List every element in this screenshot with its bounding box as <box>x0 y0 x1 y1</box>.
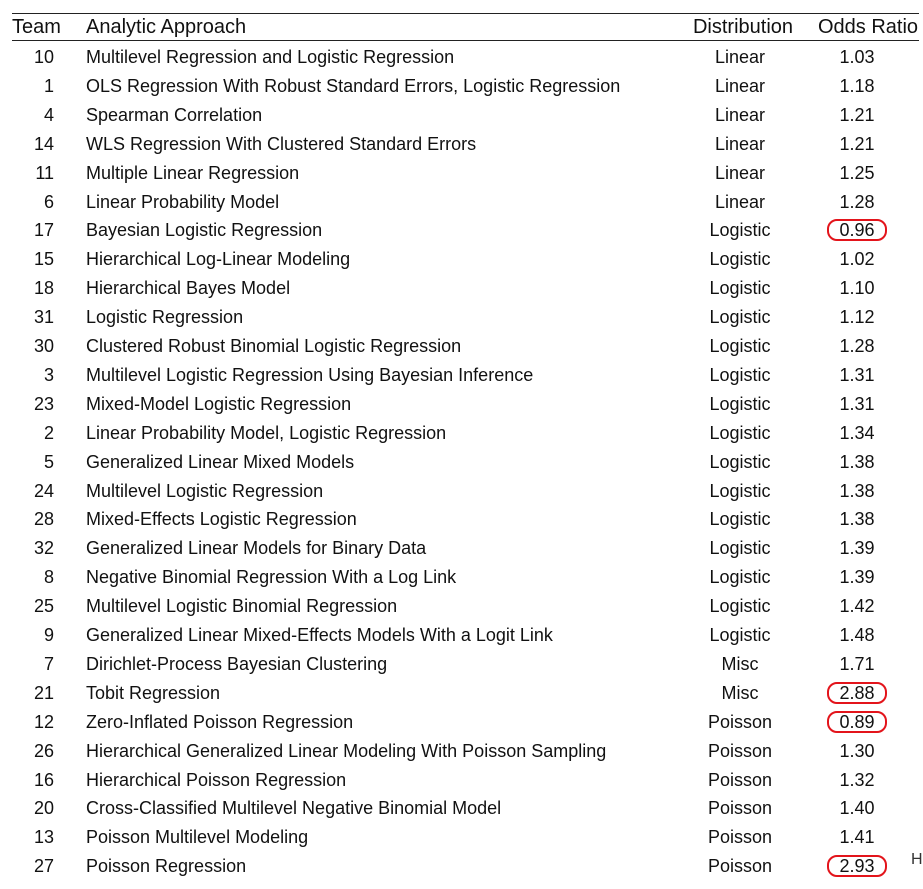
table-row <box>0 505 919 534</box>
cell-team: 4 <box>43 104 54 125</box>
cell-odds-ratio: 1.25 <box>839 162 875 183</box>
cell-team: 11 <box>35 162 54 183</box>
cell-approach: Dirichlet-Process Bayesian Clustering <box>86 653 388 674</box>
cell-distribution: Logistic <box>709 278 771 299</box>
cell-distribution: Logistic <box>709 451 771 472</box>
cell-distribution: Logistic <box>709 567 771 588</box>
cell-team: 1 <box>43 75 54 96</box>
cell-approach: Negative Binomial Regression With a Log Link <box>86 567 457 588</box>
edge-text-fragment: H <box>911 851 923 868</box>
cell-odds-ratio: 1.41 <box>839 827 875 848</box>
table-row <box>0 823 919 852</box>
table-row <box>0 708 919 737</box>
cell-distribution: Linear <box>714 47 766 67</box>
cell-approach: Generalized Linear Mixed Models <box>86 451 355 472</box>
table-row <box>0 448 919 477</box>
table-row <box>0 390 919 419</box>
cell-team: 10 <box>33 47 54 67</box>
header-odds-ratio: Odds Ratio <box>818 16 919 38</box>
cell-team: 20 <box>33 798 54 819</box>
cell-odds-ratio: 0.96 <box>839 220 875 241</box>
table-row <box>0 159 919 188</box>
cell-approach: Hierarchical Poisson Regression <box>86 769 347 790</box>
cell-approach: Bayesian Logistic Regression <box>86 220 323 241</box>
cell-odds-ratio: 1.42 <box>839 596 875 617</box>
cell-distribution: Linear <box>714 75 766 96</box>
table-row <box>0 563 919 592</box>
cell-distribution: Logistic <box>709 509 771 530</box>
cell-approach: Linear Probability Model <box>86 191 280 212</box>
cell-team: 6 <box>43 191 54 212</box>
cell-approach: OLS Regression With Robust Standard Errors, Logistic Regression <box>86 75 621 96</box>
cell-approach: Multiple Linear Regression <box>86 162 300 183</box>
cell-odds-ratio: 1.40 <box>839 798 875 819</box>
cell-distribution: Linear <box>714 133 766 154</box>
cell-approach: Poisson Regression <box>86 856 247 877</box>
cell-team: 21 <box>33 682 54 703</box>
cell-approach: WLS Regression With Clustered Standard Errors <box>86 133 477 154</box>
cell-odds-ratio: 1.32 <box>839 769 875 790</box>
table-row <box>0 534 919 563</box>
table-row <box>0 72 919 101</box>
cell-distribution: Logistic <box>709 249 771 270</box>
cell-team: 7 <box>43 653 54 674</box>
cell-approach: Mixed-Effects Logistic Regression <box>86 509 357 530</box>
cell-approach: Multilevel Logistic Regression <box>86 480 324 501</box>
table-row <box>0 766 919 795</box>
cell-approach: Multilevel Logistic Binomial Regression <box>86 596 398 617</box>
cell-team: 15 <box>33 249 54 270</box>
cell-distribution: Logistic <box>709 596 771 617</box>
cell-distribution: Poisson <box>707 769 773 790</box>
cell-odds-ratio: 1.10 <box>839 278 875 299</box>
cell-approach: Hierarchical Bayes Model <box>86 278 291 299</box>
table-row <box>0 332 919 361</box>
cell-team: 13 <box>33 827 54 848</box>
cell-distribution: Logistic <box>709 307 771 328</box>
cell-distribution: Poisson <box>707 827 773 848</box>
cell-odds-ratio: 1.30 <box>839 740 875 761</box>
cell-approach: Zero-Inflated Poisson Regression <box>86 711 354 732</box>
cell-odds-ratio: 1.28 <box>839 191 875 212</box>
cell-team: 18 <box>33 278 54 299</box>
cell-team: 26 <box>33 740 54 761</box>
cell-distribution: Poisson <box>707 740 773 761</box>
cell-team: 32 <box>33 538 54 559</box>
cell-approach: Hierarchical Generalized Linear Modeling With Poisson Sampling <box>86 740 607 761</box>
cell-odds-ratio: 2.93 <box>839 856 875 877</box>
table-row <box>0 274 919 303</box>
table-row <box>0 621 919 650</box>
cell-odds-ratio: 0.89 <box>839 711 875 732</box>
cell-team: 16 <box>33 769 54 790</box>
table-row <box>0 650 919 679</box>
table-row <box>0 477 919 506</box>
table-row <box>0 101 919 130</box>
cell-distribution: Logistic <box>709 538 771 559</box>
cell-team: 28 <box>33 509 54 530</box>
cell-distribution: Logistic <box>709 422 771 443</box>
table-row <box>0 245 919 274</box>
cell-team: 14 <box>33 133 54 154</box>
cell-odds-ratio: 1.39 <box>839 567 875 588</box>
cell-approach: Poisson Multilevel Modeling <box>86 827 309 848</box>
table-header-rule <box>12 40 919 41</box>
cell-distribution: Logistic <box>709 364 771 385</box>
cell-team: 17 <box>33 220 54 241</box>
cell-team: 23 <box>33 393 54 414</box>
cell-odds-ratio: 1.18 <box>839 75 875 96</box>
cell-odds-ratio: 1.21 <box>839 133 875 154</box>
cell-approach: Spearman Correlation <box>86 104 263 125</box>
cell-odds-ratio: 1.12 <box>839 307 875 328</box>
cell-distribution: Poisson <box>707 856 773 877</box>
cell-team: 3 <box>43 364 54 385</box>
table-row <box>0 130 919 159</box>
cell-odds-ratio: 1.21 <box>839 104 875 125</box>
cell-odds-ratio: 1.28 <box>839 336 875 356</box>
table-row <box>0 216 919 245</box>
cell-odds-ratio: 1.02 <box>839 249 875 270</box>
cell-distribution: Linear <box>714 191 766 212</box>
table-row <box>0 851 923 881</box>
table-row <box>0 361 919 390</box>
cell-distribution: Logistic <box>709 625 771 645</box>
cell-odds-ratio: 1.34 <box>839 422 875 443</box>
cell-team: 24 <box>33 480 54 501</box>
table-row <box>0 188 919 217</box>
header-team: Team <box>12 16 61 38</box>
cell-odds-ratio: 1.03 <box>839 47 875 67</box>
cell-team: 27 <box>33 856 54 877</box>
cell-team: 8 <box>43 567 54 588</box>
cell-team: 2 <box>43 422 54 443</box>
cell-team: 12 <box>33 711 54 732</box>
table-row <box>0 737 919 766</box>
cell-odds-ratio: 1.31 <box>839 364 875 385</box>
cell-odds-ratio: 1.39 <box>839 538 875 559</box>
cell-approach: Logistic Regression <box>86 307 244 328</box>
cell-distribution: Misc <box>721 682 759 703</box>
cell-team: 9 <box>43 625 54 645</box>
cell-team: 30 <box>33 336 54 356</box>
table-header <box>0 14 919 40</box>
cell-odds-ratio: 1.31 <box>839 393 875 414</box>
cell-odds-ratio: 1.38 <box>839 509 875 530</box>
cell-approach: Hierarchical Log-Linear Modeling <box>86 249 351 270</box>
table-row <box>0 679 919 708</box>
table-row <box>0 303 919 332</box>
cell-team: 31 <box>33 307 54 328</box>
cell-distribution: Linear <box>714 104 766 125</box>
cell-distribution: Poisson <box>707 711 773 732</box>
cell-odds-ratio: 1.48 <box>839 625 875 645</box>
cell-distribution: Misc <box>721 653 759 674</box>
cell-team: 25 <box>33 596 54 617</box>
cell-approach: Generalized Linear Mixed-Effects Models With a Logit Link <box>86 625 553 645</box>
cell-approach: Cross-Classified Multilevel Negative Binomial Model <box>86 798 502 819</box>
cell-distribution: Logistic <box>709 393 771 414</box>
cell-approach: Multilevel Logistic Regression Using Bayesian Inference <box>86 364 534 385</box>
cell-distribution: Poisson <box>707 798 773 819</box>
red-circle-annotation <box>827 682 887 704</box>
table-row <box>0 794 919 823</box>
cell-approach: Linear Probability Model, Logistic Regression <box>86 422 447 443</box>
header-distribution: Distribution <box>692 16 794 38</box>
cell-odds-ratio: 1.38 <box>839 451 875 472</box>
cell-distribution: Logistic <box>709 220 771 241</box>
cell-odds-ratio: 1.38 <box>839 480 875 501</box>
red-circle-annotation <box>827 855 887 877</box>
cell-distribution: Logistic <box>709 336 771 356</box>
cell-distribution: Logistic <box>709 480 771 501</box>
table-row <box>0 592 919 621</box>
table-row <box>0 419 919 448</box>
cell-odds-ratio: 2.88 <box>839 682 875 703</box>
header-approach: Analytic Approach <box>86 16 247 38</box>
cell-approach: Generalized Linear Models for Binary Data <box>86 538 427 559</box>
cell-approach: Clustered Robust Binomial Logistic Regression <box>86 336 462 356</box>
cell-team: 5 <box>43 451 54 472</box>
cell-approach: Tobit Regression <box>86 682 221 703</box>
cell-approach: Mixed-Model Logistic Regression <box>86 393 352 414</box>
cell-odds-ratio: 1.71 <box>839 653 875 674</box>
table-row <box>0 43 919 72</box>
cell-approach: Multilevel Regression and Logistic Regression <box>86 47 455 67</box>
red-circle-annotation <box>827 219 887 241</box>
cell-distribution: Linear <box>714 162 766 183</box>
red-circle-annotation <box>827 711 887 733</box>
